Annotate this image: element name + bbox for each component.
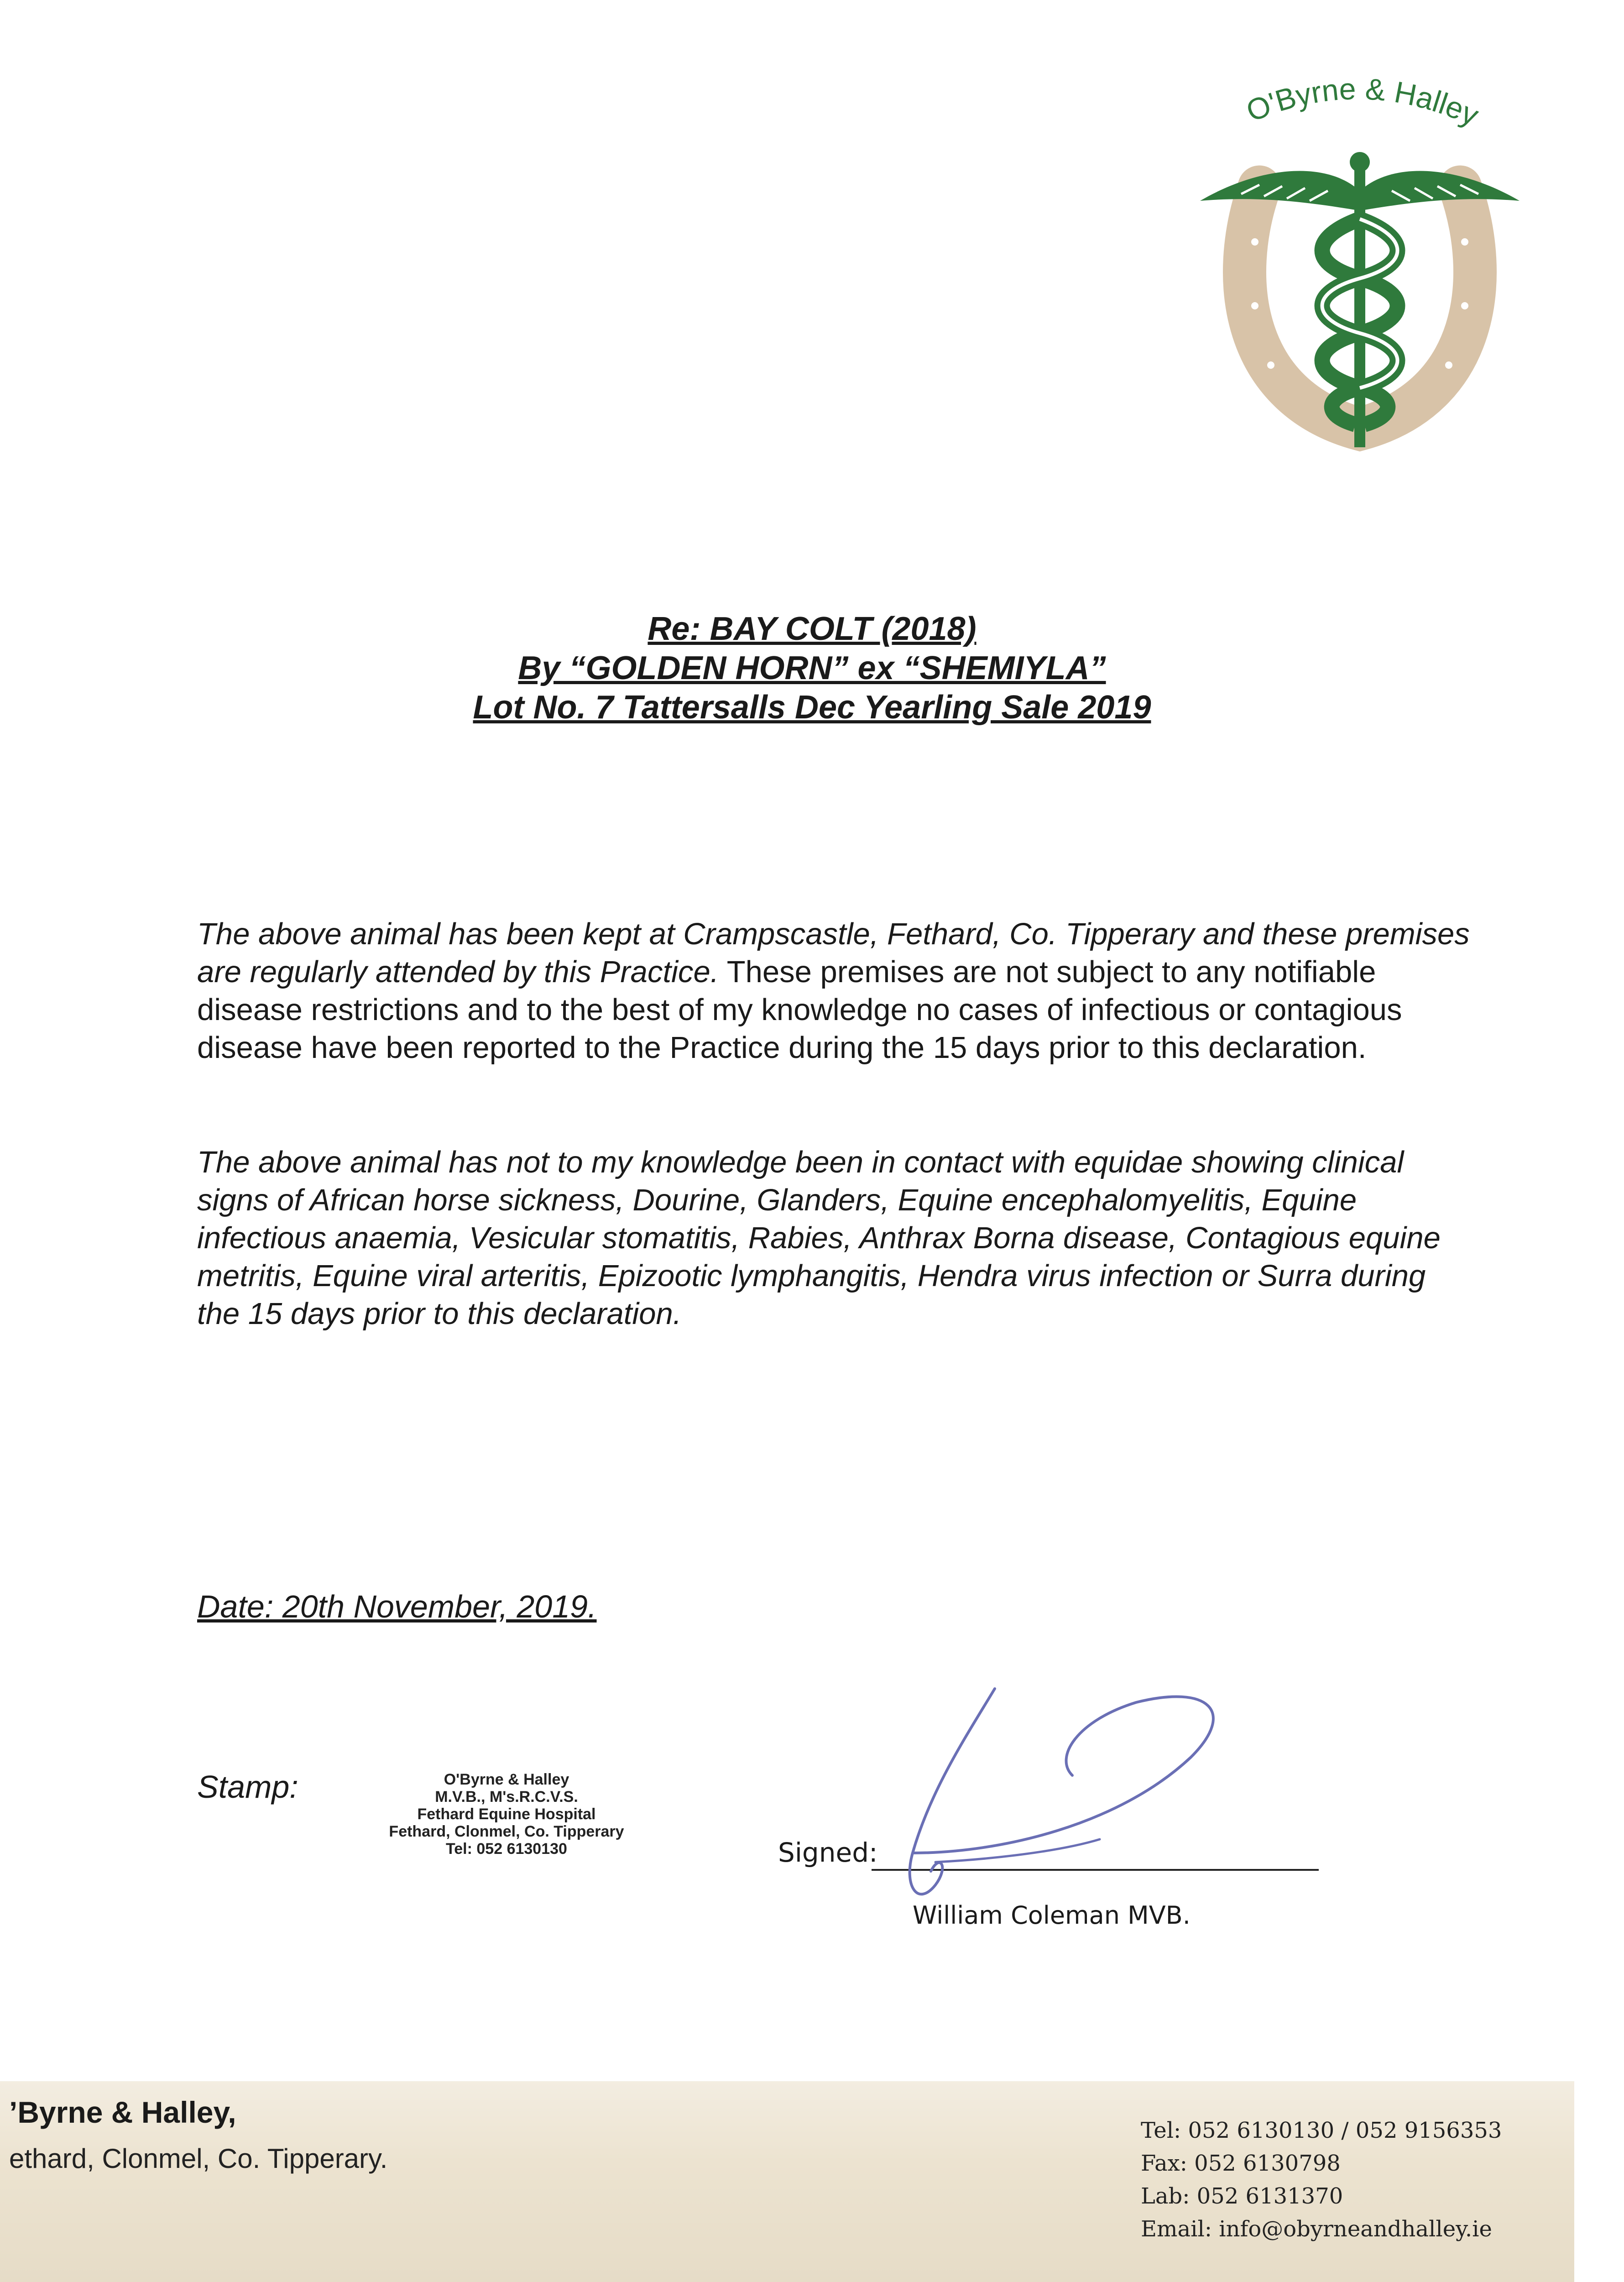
signer-name: William Coleman MVB. xyxy=(913,1901,1191,1930)
stamp-label: Stamp: xyxy=(197,1769,298,1805)
paragraph-premises xyxy=(197,915,1475,1067)
signed-label: Signed: xyxy=(778,1837,878,1868)
footer-fax: Fax: 052 6130798 xyxy=(1141,2151,1341,2176)
footer-address: ethard, Clonmel, Co. Tipperary. xyxy=(9,2143,388,2174)
caduceus-horseshoe-logo xyxy=(1186,50,1533,461)
paragraph-disease-contact: The above animal has not to my knowledge been in contact with equidae showing clinical signs of African horse sickness, Dourine, Glanders, Equine encephalomyelitis, Equine infectious anaemia, Vesicular stomatitis, Rabies, Anthrax Borna disease, Contagious equine metritis, Equine viral arteritis, Epizootic lymphangitis, Hendra virus infection or Surra during the 15 days prior to this declaration. xyxy=(197,1145,1441,1331)
footer-email: Email: info@obyrneandhalley.ie xyxy=(1141,2216,1492,2242)
handwritten-signature xyxy=(862,1680,1273,1917)
footer-practice-name: ’Byrne & Halley, xyxy=(9,2095,236,2129)
stamp-line-4: Fethard, Clonmel, Co. Tipperary xyxy=(389,1823,624,1840)
footer-lab: Lab: 052 6131370 xyxy=(1141,2183,1343,2209)
stamp-line-1: O'Byrne & Halley xyxy=(444,1771,569,1788)
stamp-line-3: Fethard Equine Hospital xyxy=(417,1806,596,1823)
practice-stamp xyxy=(356,1771,657,1858)
footer-tel: Tel: 052 6130130 / 052 9156353 xyxy=(1141,2118,1502,2143)
paragraph-premises-normal: These premises are not subject to any notifiable disease restrictions and to the best of my knowledge no cases of infectious or contagious disease have been reported to the Practice during the 15 days prior to this declaration. xyxy=(197,955,1402,1065)
stamp-line-5: Tel: 052 6130130 xyxy=(446,1840,567,1858)
paragraph-premises-italic: The above animal has been kept at Crampscastle, Fethard, Co. Tipperary and these premises are regularly attended by this Practice. xyxy=(197,917,1470,989)
logo-text: O'Byrne & Halley xyxy=(1241,72,1484,132)
heading-line-3: Lot No. 7 Tattersalls Dec Yearling Sale 2019 xyxy=(473,689,1151,726)
heading-line-2: By “GOLDEN HORN” ex “SHEMIYLA” xyxy=(518,650,1106,686)
declaration-date: Date: 20th November, 2019. xyxy=(197,1589,597,1624)
stamp-line-2: M.V.B., M's.R.C.V.S. xyxy=(435,1788,578,1806)
heading-line-1: Re: BAY COLT (2018) xyxy=(648,611,976,647)
